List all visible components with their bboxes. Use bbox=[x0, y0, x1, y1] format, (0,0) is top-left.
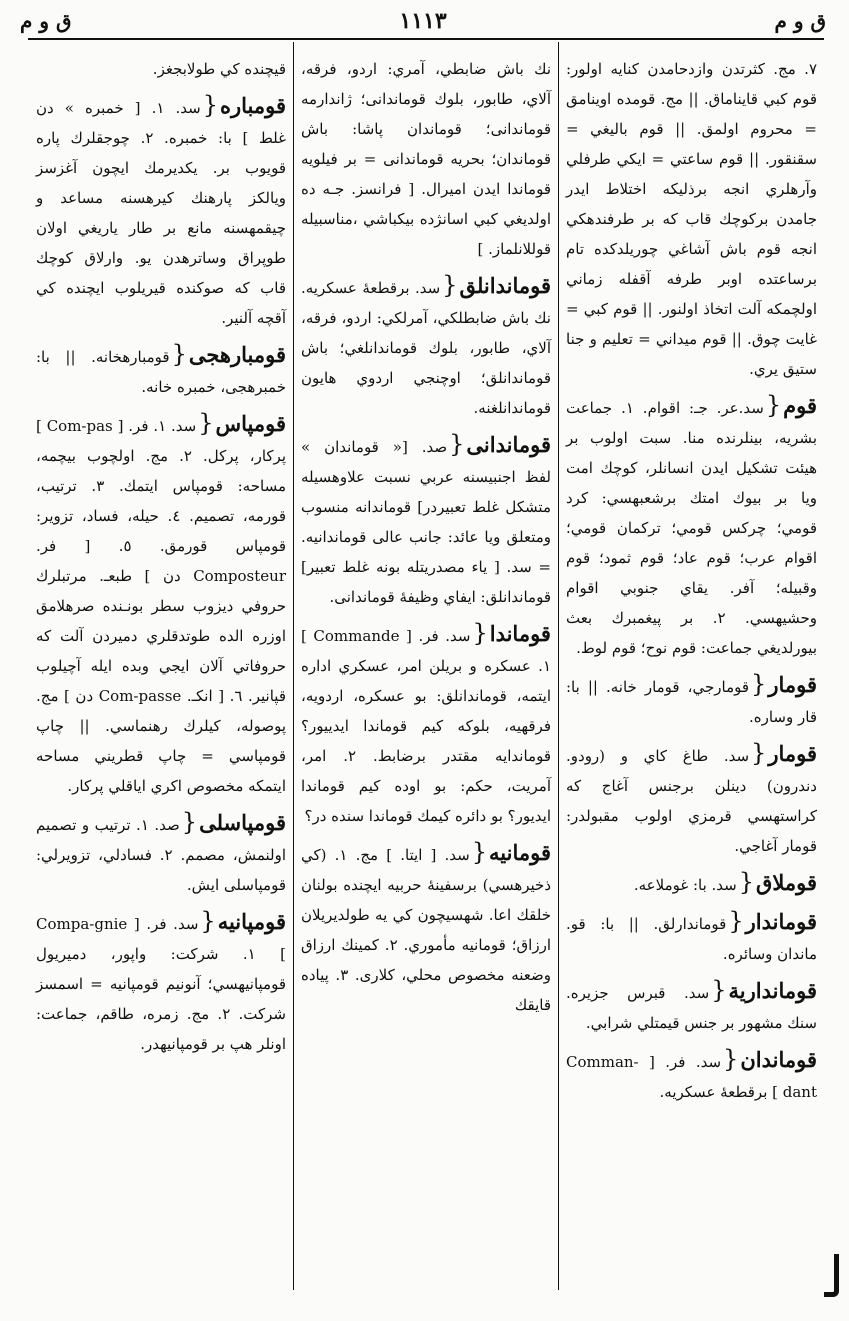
entry-brace: { bbox=[751, 670, 767, 698]
dictionary-entry bbox=[566, 738, 817, 861]
column-middle bbox=[294, 42, 559, 1290]
entry-brace: { bbox=[198, 409, 214, 437]
entry-definition: سد. فر. [ Compa-gnie ] ١. شركت: واپور، دميريول قومپانيهسي؛ آنونيم قومپانيه = اسمسز شركت. ٢. مج. زمره، طاقم، جماعت: اونلر هپ بر قومپانيهدر. bbox=[36, 915, 286, 1053]
header-rule bbox=[28, 38, 824, 40]
dictionary-entry bbox=[301, 837, 551, 1020]
entry-headword: قومپاس bbox=[215, 411, 287, 436]
entry-headword: قومپاسلى bbox=[199, 810, 286, 835]
entry-definition: سد. با: غوملاعه. bbox=[633, 876, 737, 894]
entry-brace: { bbox=[471, 838, 488, 866]
entry-definition: صد. ١. ترتيب و تصميم اولنمش، مصمم. ٢. فسادلي، تزويرلي: قومپاسلى ايش. bbox=[36, 816, 286, 894]
entry-headword: قوماندانلق bbox=[459, 273, 551, 298]
entry-headword: قومباره bbox=[219, 93, 286, 118]
entry-brace: { bbox=[202, 91, 218, 119]
dictionary-entry bbox=[36, 807, 286, 900]
entry-definition: سد. فر. [ Comman-dant ] برقطعهٔ عسكريه. bbox=[566, 1053, 817, 1101]
entry-definition: سد. [ ايتا. ] مج. ١. (كي ذخيرهسي) برسفينهٔ حربيه ايچنده بولنان خلقك اعا. شهسيچون كي يه طولديريلان ارزاق؛ قومانيه مأموري. ٢. كمينك ارزاق وضعنه مخصوص محلي، كلارى. ٣. پياده قايقك bbox=[301, 846, 551, 1014]
entry-headword: قومار bbox=[768, 672, 817, 697]
entry-brace: { bbox=[765, 391, 782, 419]
dictionary-entry bbox=[566, 52, 817, 384]
dictionary-entry bbox=[36, 52, 286, 84]
entry-headword: قومانيه bbox=[489, 840, 551, 865]
entry-headword: قومار bbox=[768, 741, 817, 766]
entry-headword: قوماندا bbox=[489, 621, 551, 646]
entry-brace: { bbox=[751, 739, 767, 767]
dictionary-entry bbox=[301, 52, 551, 264]
entry-headword: قوملاق bbox=[756, 870, 817, 895]
dictionary-entry bbox=[301, 429, 551, 612]
entry-headword: قوم bbox=[783, 393, 817, 418]
entry-definition: نك باش ضابطي، آمري: اردو، فرقه، آلاي، طابور، بلوك قوماندانى؛ ژاندارمه قوماندانى؛ قوماندان پاشا: باش قوماندان؛ بحريه قوماندانى = بر فيلويه قوماندا ايدن اميرال. [ فرانسز. جـه ده اولديغي كبي اسانژده بيكباشي ،مناسبيله قوللانلماز. ] bbox=[301, 60, 551, 258]
entry-definition: قومبارهخانه. || با: خمبرهجى، خمبره خانه. bbox=[36, 348, 286, 396]
dictionary-entry bbox=[566, 1044, 817, 1107]
entry-definition: سد. ١. [ خمبره » دن غلط ] با: خمبره. ٢. چوجقلرك پاره قويوب بر. يكديرمك ايچون آغزسز ويالكز پارهنك كيرهسنه مساعد و چيقمهسنه مانع بر طار ياريغي اولان طوپراق وساترهدن يو. وارلاق كوچك قاب كه صوكنده قيريلوب ايچنده كي آقچه آلنير. bbox=[36, 99, 286, 327]
entry-headword: قوماندانى bbox=[466, 432, 551, 457]
dictionary-entry bbox=[301, 618, 551, 831]
dictionary-entry bbox=[36, 906, 286, 1059]
entry-brace: { bbox=[181, 808, 198, 836]
header-keyword-left: ق و م bbox=[20, 9, 72, 33]
entry-brace: { bbox=[711, 976, 727, 1004]
entry-headword: قوماندارية bbox=[728, 978, 817, 1003]
dictionary-entry bbox=[566, 390, 817, 663]
entry-brace: { bbox=[200, 907, 216, 935]
dictionary-entry bbox=[566, 975, 817, 1038]
entry-brace: { bbox=[723, 1045, 739, 1073]
entry-definition: سد.عر. جـ: اقوام. ١. جماعت بشريه، بينلرنده منا. سبت اولوب بر هيئت تشكيل ايدن انسانلر، كوچك امت ويا بر بيوك امتك برشعبهسي: كرد قومي؛ چركس قومي؛ تركمان قومي؛ اقوام عرب؛ قوم عاد؛ قوم ثمود؛ قوم وقبيله؛ آفر. يقاي جنوبي اقوام وحشيهسي. ٢. بر پيغمبرك بعث بيورلديغي جماعت: قوم نوح؛ قوم لوط. bbox=[566, 399, 817, 657]
entry-definition: سد. برقطعهٔ عسكريه. نك باش ضابطلكي، آمرلكي: اردو، فرقه، آلاي، طابور، بلوك قوماندانلغي؛ باش قوماندانلق؛ اوچنجي اردوي هايون قوماندانلغنه. bbox=[301, 279, 551, 417]
dictionary-entry bbox=[566, 669, 817, 732]
entry-definition: سد. قبرس جزيره. سنك مشهور بر جنس قيمتلي شرابي. bbox=[566, 984, 817, 1032]
page-corner-mark bbox=[824, 1254, 839, 1297]
dictionary-entry bbox=[566, 906, 817, 969]
entry-brace: { bbox=[738, 868, 755, 896]
column-right bbox=[559, 42, 824, 1290]
column-left bbox=[29, 42, 294, 1290]
entry-definition: سد. طاغ كاي و (رودو. دندرون) دينلن برجنس آغاج كه كراستهسي قرمزي اولوب مقبولدر: قومار آغاجي. bbox=[566, 747, 817, 855]
dictionary-entry bbox=[36, 90, 286, 333]
entry-definition: صد. [« قوماندان » لفظ اجنبيسنه عربي نسبت علاوهسيله متشكل غلط تعبيردر] قوماندانه منسوب ومتعلق ويا عائد: جانب عالى قوماندانيه. = سد. [ ياء مصدريتله بونه غلط تعبير] قوماندانلق: ايفاي وظيفهٔ قوماندانى. bbox=[301, 438, 551, 606]
dictionary-entry bbox=[566, 867, 817, 900]
entry-headword: قوماندان bbox=[740, 1047, 817, 1072]
columns bbox=[28, 42, 824, 1290]
page-number: ١١١٣ bbox=[399, 8, 447, 34]
entry-brace: { bbox=[442, 271, 458, 299]
entry-definition: قومارجي، قومار خانه. || با: قار وساره. bbox=[566, 678, 817, 726]
entry-definition: ٧. مج. كثرتدن وازدحامدن كنايه اولور: قوم كبي قايناماق. || مج. قومده اوينامق = محروم اولمق. || قوم باليغي = سقنقور. || قوم ساعتي = ايكي طرفلي وآرهلري انجه برذليكه اختلاط ايدر جامدن بركوچك قاب كه بر طرفندهكي انجه قوم باش آشاغي چوريلدكده تام برساعتده اوبر طرفه آقفله زماني اولچمكه آلت اتخاذ اولنور. || قوم كبي = غايت چوق. || قوم ميداني = تعليم و جنا ستيق يري. bbox=[566, 60, 817, 378]
entry-definition: قيچنده كي طولابجغز. bbox=[152, 60, 286, 78]
entry-brace: { bbox=[472, 619, 488, 647]
entry-brace: { bbox=[728, 907, 744, 935]
entry-brace: { bbox=[171, 340, 187, 368]
page-header bbox=[20, 8, 826, 34]
entry-headword: قوماندار bbox=[745, 909, 817, 934]
entry-headword: قومپانيه bbox=[217, 909, 286, 934]
entry-definition: قوماندارلق. || با: قو. ماندان وسائره. bbox=[566, 915, 817, 963]
dictionary-entry bbox=[301, 270, 551, 423]
entry-headword: قومبارهجى bbox=[188, 342, 286, 367]
dictionary-entry bbox=[36, 408, 286, 801]
entry-definition: سد. فر. [ Commande ] ١. عسكره و بريلن امر، عسكري اداره ايتمه، قوماندانلق: بو عسكره، اردويه، فرقهيه، بلوكه كيم قوماندا ايدييور؟ قوماندايه مقتدر برضابط. ٢. امر، آمريت، حكم: بو اوده كيم قوماندا ايديور؟ بو دائره كيمك قوماندا سنده در؟ bbox=[301, 627, 552, 825]
entry-brace: { bbox=[449, 430, 465, 458]
entry-definition: سد. ١. فر. [ Com-pas ] پركار، پركل. ٢. مج. اولچوب بيچمه، مساحه: قومپاس ايتمك. ٣. ترتيب، قورمه، تصميم. ٤. حيله، فساد، تزوير: قومپاس قورمق. ٥. [ فر. Composteur دن ] طبعـ. مرتبلرك حروفي ديزوب سطر بونـنده صرهلامق اوزره الده طوتدقلري دميردن آلت كه حروفاتي آلان ايجي وبده ايله آچيلوب قپانير. ٦. [ انكـ. Com-passe دن ] مج. پوصوله، كيلرك رهنماسي. || چاپ قومپاسي = چاپ قطريني مساحه ايتمكه مخصوص اكري اياقلي پركار. bbox=[36, 417, 286, 795]
header-keyword-right: ق و م bbox=[774, 9, 826, 33]
dictionary-entry bbox=[36, 339, 286, 402]
